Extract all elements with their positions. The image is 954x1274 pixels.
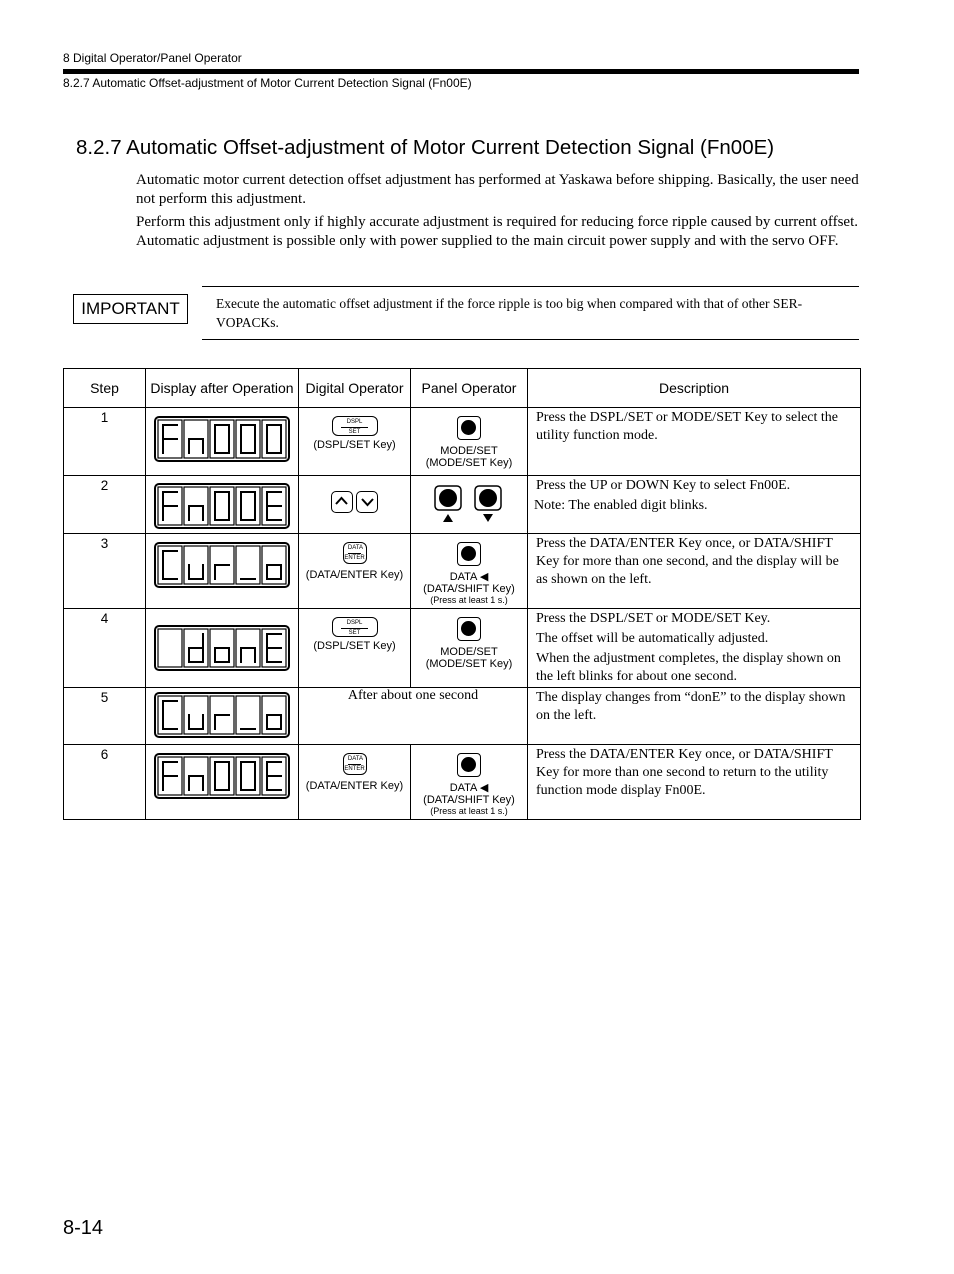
mode-set-button-icon bbox=[457, 617, 481, 641]
dspl-set-key-icon bbox=[332, 617, 378, 637]
digital-key-label: (DATA/ENTER Key) bbox=[305, 569, 404, 581]
panel-key-label-row bbox=[411, 571, 527, 583]
panel-key-sublabel: (DATA/SHIFT Key) bbox=[423, 794, 515, 806]
panel-key-label: MODE/SET bbox=[440, 445, 498, 457]
digital-operator-cell bbox=[299, 476, 411, 534]
seven-segment-display bbox=[154, 542, 290, 588]
description-line: The offset will be automatically adjusted. bbox=[536, 631, 769, 646]
table-header-row bbox=[64, 369, 861, 408]
step-number: 6 bbox=[64, 745, 146, 820]
key-cap-top: DSPL bbox=[341, 619, 367, 629]
data-enter-key-icon bbox=[343, 753, 367, 775]
header-description: Description bbox=[528, 369, 861, 408]
description-line: Press the DSPL/SET or MODE/SET Key. bbox=[536, 611, 771, 626]
up-down-panel-buttons-icon bbox=[429, 482, 509, 526]
procedure-table bbox=[63, 368, 861, 820]
description-cell bbox=[528, 476, 861, 534]
header-step: Step bbox=[64, 369, 146, 408]
digital-key-label: (DATA/ENTER Key) bbox=[305, 780, 404, 792]
display-cell bbox=[146, 745, 299, 820]
description-cell bbox=[528, 408, 861, 476]
panel-key-label: DATA bbox=[449, 571, 477, 583]
important-text: Execute the automatic offset adjustment if the force ripple is too big when compared with that of other SER-VOPACKs. bbox=[216, 296, 803, 330]
digital-key-label: (DSPL/SET Key) bbox=[313, 640, 396, 652]
panel-key-label-row bbox=[411, 782, 527, 794]
panel-key-sublabel: (DATA/SHIFT Key) bbox=[423, 583, 515, 595]
panel-operator-cell bbox=[411, 745, 528, 820]
mode-set-button-icon bbox=[457, 416, 481, 440]
description-line: Press the UP or DOWN Key to select Fn00E. bbox=[536, 478, 791, 493]
important-label: IMPORTANT bbox=[73, 294, 188, 324]
step-number: 3 bbox=[64, 534, 146, 609]
digit-cell bbox=[158, 629, 182, 667]
description-cell bbox=[528, 534, 861, 609]
panel-key-sublabel: (MODE/SET Key) bbox=[425, 658, 513, 670]
digital-key-label: (DSPL/SET Key) bbox=[313, 439, 396, 451]
intro-paragraph-2: Perform this adjustment only if highly accurate adjustment is required for reducing force ripple caused by current offset. Automatic adjustment is possible only with power supplied to the main circuit power supply and with the servo OFF. bbox=[136, 214, 858, 249]
running-header-section: 8.2.7 Automatic Offset-adjustment of Motor Current Detection Signal (Fn00E) bbox=[63, 76, 472, 90]
description-line: The display changes from “donE” to the display shown on the left. bbox=[536, 690, 846, 723]
data-shift-button-icon bbox=[457, 753, 481, 777]
table-row bbox=[64, 408, 861, 476]
panel-key-label: DATA bbox=[449, 782, 477, 794]
seven-segment-display bbox=[154, 416, 290, 462]
step-number: 1 bbox=[64, 408, 146, 476]
description-cell bbox=[528, 745, 861, 820]
table-row bbox=[64, 745, 861, 820]
data-shift-button-icon bbox=[457, 542, 481, 566]
key-cap-bottom: SET bbox=[348, 630, 361, 636]
seven-segment-display bbox=[154, 753, 290, 799]
description-cell bbox=[528, 609, 861, 688]
down-key-icon bbox=[356, 491, 378, 513]
description-cell bbox=[528, 688, 861, 745]
description-note: Note: The enabled digit blinks. bbox=[534, 498, 708, 513]
digital-operator-cell bbox=[299, 534, 411, 609]
panel-key-note: (Press at least 1 s.) bbox=[430, 806, 508, 816]
key-cap-top: DATA bbox=[348, 755, 361, 765]
seven-segment-display bbox=[154, 692, 290, 738]
header-panel-operator: Panel Operator bbox=[411, 369, 528, 408]
section-title: 8.2.7 Automatic Offset-adjustment of Motor Current Detection Signal (Fn00E) bbox=[76, 136, 775, 159]
table-row bbox=[64, 476, 861, 534]
digital-operator-cell bbox=[299, 408, 411, 476]
digital-operator-cell bbox=[299, 609, 411, 688]
display-cell bbox=[146, 476, 299, 534]
shift-left-arrow-icon: ◀ bbox=[476, 782, 489, 794]
table-row bbox=[64, 688, 861, 745]
description-line: Press the DATA/ENTER Key once, or DATA/SHIFT Key for more than one second to return to the utility function mode display Fn00E. bbox=[536, 747, 833, 798]
panel-operator-cell bbox=[411, 534, 528, 609]
important-rule-top bbox=[202, 286, 859, 287]
display-cell bbox=[146, 688, 299, 745]
display-cell bbox=[146, 534, 299, 609]
step-number: 4 bbox=[64, 609, 146, 688]
description-line: Press the DATA/ENTER Key once, or DATA/SHIFT Key for more than one second, and the display will be as shown on the left. bbox=[536, 536, 839, 587]
after-about-one-second: After about one second bbox=[299, 688, 528, 745]
shift-left-arrow-icon: ◀ bbox=[476, 571, 489, 583]
key-cap-bottom: ENTER bbox=[344, 766, 365, 772]
display-cell bbox=[146, 609, 299, 688]
description-line: Press the DSPL/SET or MODE/SET Key to select the utility function mode. bbox=[536, 410, 839, 443]
intro-paragraph-1: Automatic motor current detection offset adjustment has performed at Yaskawa before shipping. Basically, the user need not perform this adjustment. bbox=[136, 172, 859, 207]
panel-key-label: MODE/SET bbox=[440, 646, 498, 658]
panel-operator-cell bbox=[411, 609, 528, 688]
header-display: Display after Operation bbox=[146, 369, 299, 408]
table-row bbox=[64, 534, 861, 609]
important-rule-bottom bbox=[202, 339, 859, 340]
panel-key-note: (Press at least 1 s.) bbox=[430, 595, 508, 605]
panel-operator-cell bbox=[411, 476, 528, 534]
header-digital-operator: Digital Operator bbox=[299, 369, 411, 408]
key-cap-bottom: SET bbox=[348, 429, 361, 435]
step-number: 2 bbox=[64, 476, 146, 534]
dspl-set-key-icon bbox=[332, 416, 378, 436]
up-key-icon bbox=[331, 491, 353, 513]
header-rule bbox=[63, 69, 859, 74]
digital-operator-cell bbox=[299, 745, 411, 820]
display-cell bbox=[146, 408, 299, 476]
page-number: 8-14 bbox=[63, 1217, 104, 1239]
description-line: When the adjustment completes, the display shown on the left blinks for about one second. bbox=[536, 651, 841, 684]
running-header-chapter: 8 Digital Operator/Panel Operator bbox=[63, 51, 242, 65]
key-cap-top: DSPL bbox=[341, 418, 367, 428]
seven-segment-display bbox=[154, 625, 290, 671]
step-number: 5 bbox=[64, 688, 146, 745]
panel-key-sublabel: (MODE/SET Key) bbox=[425, 457, 513, 469]
table-row bbox=[64, 609, 861, 688]
panel-operator-cell bbox=[411, 408, 528, 476]
key-cap-top: DATA bbox=[348, 544, 361, 554]
data-enter-key-icon bbox=[343, 542, 367, 564]
key-cap-bottom: ENTER bbox=[344, 555, 365, 561]
seven-segment-display bbox=[154, 483, 290, 529]
